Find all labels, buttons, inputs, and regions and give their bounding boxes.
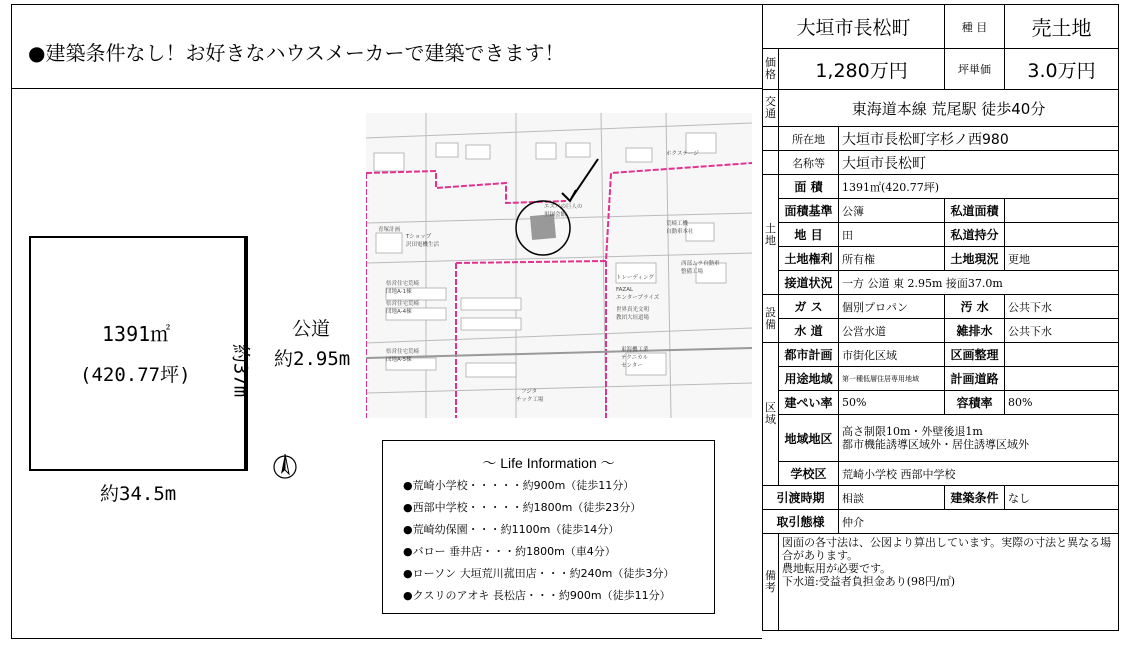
condition-label: 土地現況 <box>945 247 1005 271</box>
remarks-line-1: 図面の各寸法は、公図より算出しています。実際の寸法と異なる場合があります。 <box>782 536 1112 562</box>
far-label: 容積率 <box>945 391 1005 415</box>
lot-depth-label: 約37m <box>229 343 252 398</box>
map-label: 団地A-5棟 <box>386 357 412 363</box>
lot-tsubo-label: (420.77坪) <box>80 364 191 386</box>
north-arrow-icon <box>271 452 299 480</box>
category-label: 地 目 <box>779 223 839 247</box>
map-label: エンタープライズ <box>616 295 660 301</box>
remarks-label: 備考 <box>763 534 779 631</box>
sewage-value: 公共下水 <box>1005 295 1119 319</box>
life-information-list <box>403 475 674 607</box>
address-label: 所在地 <box>779 127 839 151</box>
sewage-label: 汚 水 <box>945 295 1005 319</box>
map-label: 県営住宅荒崎 <box>386 301 420 307</box>
map-label: 荒崎工機 <box>666 221 689 227</box>
life-information-title: ～ Life Information ～ <box>482 455 615 471</box>
address-value: 大垣市長松町字杉ノ西980 <box>839 127 1119 151</box>
bcr-value: 50% <box>839 391 945 415</box>
district-value <box>839 415 1119 462</box>
facility-section-label: 設備 <box>763 295 779 343</box>
list-item: ●荒崎幼保園・・・約1100m（徒歩14分） <box>403 523 620 536</box>
transport-value: 東海道本線 荒尾駅 徒歩40分 <box>779 90 1119 127</box>
list-item: ●西部中学校・・・・・約1800m（徒歩23分） <box>403 501 642 514</box>
private-road-share-value <box>1005 223 1119 247</box>
map-label: エスパの巨人の <box>544 204 583 210</box>
plan-road-label: 計画道路 <box>945 367 1005 391</box>
readjust-value <box>1005 343 1119 367</box>
map-label: 県営住宅荒崎 <box>386 349 420 355</box>
map-label: 団地A-4棟 <box>386 309 412 315</box>
location-map <box>366 113 752 418</box>
price-label: 価格 <box>763 49 779 90</box>
drainage-value: 公共下水 <box>1005 319 1119 343</box>
district-label: 地域地区 <box>779 415 839 462</box>
readjust-label: 区画整理 <box>945 343 1005 367</box>
condition-value: 更地 <box>1005 247 1119 271</box>
map-label: チック工場 <box>516 397 544 403</box>
location-cell: 大垣市長松町 <box>763 5 945 49</box>
access-label: 接道状況 <box>779 271 839 295</box>
delivery-value: 相談 <box>839 486 945 510</box>
price-value: 1,280万円 <box>779 49 945 90</box>
basis-value: 公簿 <box>839 199 945 223</box>
district-line-1: 高さ制限10m・外壁後退1m <box>842 425 983 438</box>
map-label: 自動車本社 <box>666 229 694 235</box>
private-road-share-label: 私道持分 <box>945 223 1005 247</box>
city-plan-value: 市街化区域 <box>839 343 945 367</box>
map-label: FAZAL <box>616 287 634 293</box>
headline-box <box>11 4 762 89</box>
land-section-label: 土地 <box>763 175 779 295</box>
water-value: 公営水道 <box>839 319 945 343</box>
map-label: 整備工場 <box>681 269 704 275</box>
access-value: 一方 公道 東 2.95m 接面37.0m <box>839 271 1119 295</box>
map-label: 沢田電機生活 <box>406 242 440 248</box>
unit-price-label: 坪単価 <box>945 49 1005 90</box>
map-label: ホクステージ <box>666 151 699 157</box>
area-value: 1391㎡(420.77坪) <box>839 175 1119 199</box>
zone-section-label: 区域 <box>763 343 779 486</box>
rights-value: 所有権 <box>839 247 945 271</box>
water-label: 水 道 <box>779 319 839 343</box>
map-label: 東海機工業 <box>621 347 649 353</box>
map-label: 団地A-1棟 <box>386 289 412 295</box>
drainage-label: 雑排水 <box>945 319 1005 343</box>
list-item: ●荒崎小学校・・・・・約900m（徒歩11分） <box>403 479 635 492</box>
district-line-2: 都市機能誘導区域外・居住誘導区域外 <box>842 438 1029 451</box>
type-label: 種 目 <box>945 5 1005 49</box>
map-label: トレーディング <box>616 275 654 281</box>
headline: ●建築条件なし！お好きなハウスメーカーで建築できます！ <box>28 41 565 65</box>
school-label: 学校区 <box>779 462 839 486</box>
map-label: センター <box>621 363 643 369</box>
map-label: 里国会館 <box>544 212 567 218</box>
road-width-label: 約2.95m <box>274 348 351 370</box>
use-zone-value: 第一種低層住居専用地域 <box>839 367 945 391</box>
transport-label: 交通 <box>763 90 779 127</box>
property-info-table <box>762 4 1119 631</box>
gas-label: ガ ス <box>779 295 839 319</box>
rights-label: 土地権利 <box>779 247 839 271</box>
lot-area-label: 1391㎡ <box>102 322 171 346</box>
deal-label: 取引態様 <box>763 510 839 534</box>
area-label: 面 積 <box>779 175 839 199</box>
frontage-label: 約34.5m <box>100 483 177 505</box>
map-label: フジタ <box>521 389 538 395</box>
private-road-area-label: 私道面積 <box>945 199 1005 223</box>
name-label: 名称等 <box>779 151 839 175</box>
build-cond-label: 建築条件 <box>945 486 1005 510</box>
far-value: 80% <box>1005 391 1119 415</box>
basis-label: 面積基準 <box>779 199 839 223</box>
lot-outline <box>29 236 248 471</box>
map-label: 県営住宅荒崎 <box>386 281 420 287</box>
city-plan-label: 都市計画 <box>779 343 839 367</box>
remarks-value <box>779 534 1119 631</box>
map-label: 教団大垣道場 <box>616 315 650 321</box>
remarks-line-2: 農地転用が必要です。 <box>782 562 892 575</box>
life-information-box <box>382 440 715 614</box>
use-zone-label: 用途地域 <box>779 367 839 391</box>
delivery-label: 引渡時期 <box>763 486 839 510</box>
gas-value: 個別プロパン <box>839 295 945 319</box>
road-label: 公道 <box>292 318 331 340</box>
remarks-line-3: 下水道:受益者負担金あり(98円/㎡) <box>782 575 955 588</box>
list-item: ●ローソン 大垣荒川菰田店・・・約240m（徒歩3分） <box>403 567 675 580</box>
map-label: 青塚計画 <box>378 227 401 233</box>
type-value: 売土地 <box>1005 5 1119 49</box>
build-cond-value: なし <box>1005 486 1119 510</box>
map-label: 世界真光文明 <box>616 307 650 313</box>
map-label: Tショップ <box>406 234 432 240</box>
list-item: ●バロー 垂井店・・・約1800m（車4分） <box>403 545 616 558</box>
plan-road-value <box>1005 367 1119 391</box>
name-value: 大垣市長松町 <box>839 151 1119 175</box>
private-road-area-value <box>1005 199 1119 223</box>
school-value: 荒崎小学校 西部中学校 <box>839 462 1119 486</box>
list-item: ●クスリのアオキ 長松店・・・約900m（徒歩11分） <box>403 589 671 602</box>
deal-value: 仲介 <box>839 510 1119 534</box>
bcr-label: 建ぺい率 <box>779 391 839 415</box>
map-label: テクニカル <box>621 355 649 361</box>
unit-price-value: 3.0万円 <box>1005 49 1119 90</box>
map-label: 西部ムラ自動車 <box>681 261 720 267</box>
category-value: 田 <box>839 223 945 247</box>
